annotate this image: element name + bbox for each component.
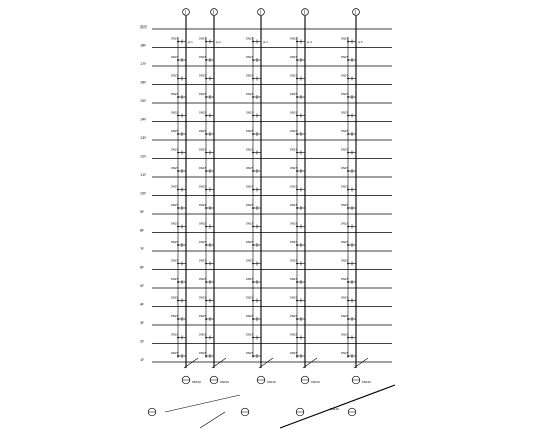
branch-tag: DN25 bbox=[341, 93, 349, 96]
branch-tag: DN25 bbox=[171, 148, 179, 152]
floor-label: 15F bbox=[140, 99, 147, 103]
valve-dot bbox=[347, 170, 349, 172]
floor-label: 2F bbox=[140, 339, 145, 344]
valve-dot bbox=[296, 189, 298, 191]
valve-dot bbox=[296, 152, 298, 154]
valve-dot bbox=[252, 207, 254, 209]
riser-bottom-label: DN100 bbox=[192, 381, 201, 384]
branch-tag: DN25 bbox=[246, 185, 254, 189]
branch-tag: DN25 bbox=[341, 296, 349, 300]
valve-dot bbox=[252, 78, 254, 80]
branch-tag: DN25 bbox=[290, 352, 298, 355]
valve-dot bbox=[347, 337, 349, 339]
valve-dot bbox=[205, 318, 207, 320]
valve-dot bbox=[177, 318, 179, 320]
valve-dot bbox=[205, 300, 207, 302]
valve-dot bbox=[347, 355, 349, 357]
valve-dot bbox=[177, 281, 179, 283]
branch-tag: DN25 bbox=[246, 241, 254, 244]
branch-tag: DN25 bbox=[171, 315, 179, 318]
valve-dot bbox=[347, 133, 349, 135]
branch-tag: DN25 bbox=[171, 111, 179, 115]
branch-tag: DN25 bbox=[199, 167, 207, 170]
branch-tag: DN25 bbox=[171, 278, 179, 281]
branch-tag: DN25 bbox=[171, 130, 179, 133]
branch-tag: DN25 bbox=[199, 93, 207, 96]
riser-tag: JL-1 bbox=[188, 41, 193, 44]
branch-tag: DN25 bbox=[199, 148, 207, 152]
floor-label: 6F bbox=[140, 265, 145, 270]
valve-dot bbox=[177, 337, 179, 339]
branch-tag: DN25 bbox=[246, 315, 254, 318]
branch-tag: DN25 bbox=[246, 74, 254, 78]
floor-label: 5F bbox=[140, 284, 145, 288]
valve-dot bbox=[252, 318, 254, 320]
branch-tag: DN25 bbox=[199, 296, 207, 300]
valve-dot bbox=[347, 300, 349, 302]
branch-tag: DN25 bbox=[290, 204, 298, 207]
riser-tag: JL-4 bbox=[307, 41, 312, 44]
riser-top-circle bbox=[258, 9, 265, 16]
branch-tag: DN25 bbox=[290, 296, 298, 300]
floor-label: 12F bbox=[140, 154, 147, 159]
valve-dot bbox=[252, 152, 254, 154]
valve-dot bbox=[177, 300, 179, 302]
valve-dot bbox=[252, 281, 254, 283]
branch-tag: DN25 bbox=[246, 167, 254, 170]
riser-tag: JL-5 bbox=[358, 41, 363, 44]
branch-tag: DN25 bbox=[290, 241, 298, 244]
branch-tag: DN25 bbox=[171, 185, 179, 189]
branch-tag: DN25 bbox=[290, 37, 298, 41]
branch-tag: DN25 bbox=[341, 56, 349, 59]
valve-dot bbox=[205, 170, 207, 172]
branch-tag: DN25 bbox=[341, 37, 349, 41]
riser-tag: JL-3 bbox=[263, 41, 268, 44]
valve-dot bbox=[296, 96, 298, 98]
valve-dot bbox=[177, 244, 179, 246]
valve-dot bbox=[252, 300, 254, 302]
risers-group bbox=[171, 16, 363, 368]
branch-tag: DN25 bbox=[246, 37, 254, 41]
valve-dot bbox=[205, 226, 207, 228]
floor-label: 8F bbox=[140, 228, 145, 233]
valve-dot bbox=[252, 170, 254, 172]
branch-tag: DN25 bbox=[246, 56, 254, 59]
branch-tag: DN25 bbox=[171, 74, 179, 78]
valve-dot bbox=[205, 281, 207, 283]
branch-tag: DN25 bbox=[171, 204, 179, 207]
valve-dot bbox=[177, 115, 179, 117]
floor-labels-group bbox=[140, 24, 147, 362]
valve-dot bbox=[205, 337, 207, 339]
branch-tag: DN25 bbox=[246, 130, 254, 133]
branch-tag: DN25 bbox=[246, 296, 254, 300]
branch-tag: DN25 bbox=[246, 259, 254, 263]
branch-tag: DN25 bbox=[290, 185, 298, 189]
floor-label: 18F bbox=[140, 43, 147, 48]
branch-tag: DN25 bbox=[341, 333, 349, 337]
valve-dot bbox=[347, 152, 349, 154]
branch-tag: DN25 bbox=[171, 93, 179, 96]
valve-dot bbox=[296, 41, 298, 43]
bottom-markers-group bbox=[148, 358, 395, 428]
branch-tag: DN25 bbox=[199, 352, 207, 355]
valve-dot bbox=[296, 115, 298, 117]
valve-dot bbox=[296, 226, 298, 228]
branch-tag: DN25 bbox=[246, 352, 254, 355]
branch-tag: DN25 bbox=[246, 204, 254, 207]
riser-top-mark: J bbox=[212, 9, 214, 15]
valve-dot bbox=[347, 244, 349, 246]
riser-top-mark: J bbox=[303, 9, 305, 15]
valve-dot bbox=[347, 41, 349, 43]
supply-branch-diagonal bbox=[200, 412, 225, 428]
branch-tag: DN25 bbox=[341, 111, 349, 115]
branch-tag: DN25 bbox=[171, 167, 179, 170]
valve-dot bbox=[177, 226, 179, 228]
riser-top-mark: J bbox=[354, 9, 356, 15]
valve-dot bbox=[296, 300, 298, 302]
branch-tag: DN25 bbox=[171, 296, 179, 300]
floor-label: 7F bbox=[140, 247, 145, 251]
branch-tag: DN25 bbox=[246, 148, 254, 152]
branch-tag: DN25 bbox=[290, 130, 298, 133]
valve-dot bbox=[347, 59, 349, 61]
valve-dot bbox=[205, 41, 207, 43]
valve-dot bbox=[205, 115, 207, 117]
valve-dot bbox=[252, 189, 254, 191]
valve-dot bbox=[205, 78, 207, 80]
valve-dot bbox=[177, 170, 179, 172]
branch-tag: DN25 bbox=[341, 130, 349, 133]
branch-tag: DN25 bbox=[199, 333, 207, 337]
valve-dot bbox=[347, 78, 349, 80]
valve-dot bbox=[296, 355, 298, 357]
riser-top-circle bbox=[302, 9, 309, 16]
valve-dot bbox=[296, 281, 298, 283]
branch-tag: DN25 bbox=[171, 56, 179, 59]
valve-dot bbox=[252, 41, 254, 43]
valve-dot bbox=[347, 207, 349, 209]
valve-dot bbox=[296, 78, 298, 80]
floor-label: 4F bbox=[140, 302, 145, 307]
riser-top-circle bbox=[211, 9, 218, 16]
branch-tag: DN25 bbox=[199, 130, 207, 133]
branch-tag: DN25 bbox=[290, 111, 298, 115]
branch-tag: DN25 bbox=[199, 241, 207, 244]
branch-tag: DN25 bbox=[341, 185, 349, 189]
riser-bottom-label: DN100 bbox=[267, 381, 276, 384]
branch-tag: DN25 bbox=[341, 148, 349, 152]
branch-tag: DN25 bbox=[199, 185, 207, 189]
valve-dot bbox=[296, 244, 298, 246]
valve-dot bbox=[252, 244, 254, 246]
branch-tag: DN25 bbox=[341, 222, 349, 226]
valve-dot bbox=[296, 207, 298, 209]
branch-tag: DN25 bbox=[199, 315, 207, 318]
valve-dot bbox=[296, 337, 298, 339]
riser-top-circle bbox=[353, 9, 360, 16]
branch-tag: DN25 bbox=[290, 148, 298, 152]
branch-tag: DN25 bbox=[290, 93, 298, 96]
valve-dot bbox=[296, 170, 298, 172]
valve-dot bbox=[252, 115, 254, 117]
branch-tag: DN25 bbox=[290, 259, 298, 263]
valve-dot bbox=[205, 189, 207, 191]
valve-dot bbox=[177, 152, 179, 154]
valve-dot bbox=[252, 337, 254, 339]
valve-dot bbox=[347, 226, 349, 228]
valve-dot bbox=[347, 263, 349, 265]
valve-dot bbox=[177, 96, 179, 98]
valve-dot bbox=[205, 355, 207, 357]
valve-dot bbox=[177, 133, 179, 135]
branch-tag: DN25 bbox=[246, 222, 254, 226]
valve-dot bbox=[252, 133, 254, 135]
floor-label: 14F bbox=[140, 117, 147, 122]
branch-tag: DN25 bbox=[171, 241, 179, 244]
floor-label: 10F bbox=[140, 191, 147, 196]
valve-dot bbox=[205, 152, 207, 154]
valve-dot bbox=[205, 263, 207, 265]
branch-tag: DN25 bbox=[171, 333, 179, 337]
branch-tag: DN25 bbox=[199, 259, 207, 263]
valve-dot bbox=[205, 133, 207, 135]
branch-tag: DN25 bbox=[341, 315, 349, 318]
branch-tag: DN25 bbox=[341, 352, 349, 355]
supply-branch-diagonal bbox=[165, 395, 240, 412]
floor-label: 16F bbox=[140, 80, 147, 85]
riser-top-circle bbox=[183, 9, 190, 16]
valve-dot bbox=[252, 226, 254, 228]
branch-tag: DN25 bbox=[199, 56, 207, 59]
branch-tag: DN25 bbox=[246, 111, 254, 115]
branch-tag: DN25 bbox=[199, 204, 207, 207]
branch-tag: DN25 bbox=[290, 222, 298, 226]
branch-tag: DN25 bbox=[246, 278, 254, 281]
valve-dot bbox=[177, 355, 179, 357]
valve-dot bbox=[347, 189, 349, 191]
branch-tag: DN25 bbox=[341, 204, 349, 207]
branch-tag: DN25 bbox=[199, 111, 207, 115]
branch-tag: DN25 bbox=[341, 278, 349, 281]
valve-dot bbox=[296, 263, 298, 265]
floor-label: 屋面 bbox=[140, 25, 147, 29]
valve-dot bbox=[347, 115, 349, 117]
floor-label: 17F bbox=[140, 62, 147, 66]
valve-dot bbox=[296, 59, 298, 61]
branch-tag: DN25 bbox=[199, 37, 207, 41]
valve-dot bbox=[296, 133, 298, 135]
branch-tag: DN25 bbox=[246, 93, 254, 96]
branch-tag: DN25 bbox=[171, 37, 179, 41]
riser-bottom-label: DN100 bbox=[220, 381, 229, 384]
riser-tag: JL-2 bbox=[216, 41, 221, 44]
main-pipe-label: DN100 bbox=[330, 408, 339, 411]
valve-dot bbox=[252, 96, 254, 98]
branch-tag: DN25 bbox=[290, 333, 298, 337]
branch-tag: DN25 bbox=[290, 315, 298, 318]
supply-main-diagonal bbox=[280, 385, 395, 428]
valve-dot bbox=[252, 263, 254, 265]
valve-dot bbox=[205, 59, 207, 61]
branch-tag: DN25 bbox=[199, 74, 207, 78]
branch-tag: DN25 bbox=[171, 222, 179, 226]
valve-dot bbox=[177, 41, 179, 43]
branch-tag: DN25 bbox=[290, 278, 298, 281]
floor-label: 13F bbox=[140, 136, 147, 140]
valve-dot bbox=[205, 96, 207, 98]
valve-dot bbox=[347, 96, 349, 98]
valve-dot bbox=[177, 189, 179, 191]
valve-dot bbox=[347, 318, 349, 320]
branch-tag: DN25 bbox=[341, 259, 349, 263]
valve-dot bbox=[177, 207, 179, 209]
valve-dot bbox=[177, 263, 179, 265]
top-markers-group bbox=[183, 9, 360, 16]
riser-top-mark: J bbox=[184, 9, 186, 15]
branch-tag: DN25 bbox=[341, 167, 349, 170]
branch-tag: DN25 bbox=[199, 278, 207, 281]
branch-tag: DN25 bbox=[199, 222, 207, 226]
valve-dot bbox=[177, 78, 179, 80]
branch-tag: DN25 bbox=[171, 259, 179, 263]
branch-tag: DN25 bbox=[290, 56, 298, 59]
floor-label: 11F bbox=[140, 173, 147, 177]
floor-label: 9F bbox=[140, 210, 145, 214]
branch-tag: DN25 bbox=[246, 333, 254, 337]
valve-dot bbox=[252, 355, 254, 357]
riser-top-mark: J bbox=[259, 9, 261, 15]
branch-tag: DN25 bbox=[290, 74, 298, 78]
floor-label: 3F bbox=[140, 321, 145, 325]
valve-dot bbox=[252, 59, 254, 61]
valve-dot bbox=[205, 244, 207, 246]
riser-bottom-label: DN100 bbox=[362, 381, 371, 384]
branch-tag: DN25 bbox=[171, 352, 179, 355]
riser-bottom-label: DN100 bbox=[311, 381, 320, 384]
valve-dot bbox=[296, 318, 298, 320]
floor-label: 1F bbox=[140, 358, 145, 362]
branch-tag: DN25 bbox=[341, 241, 349, 244]
valve-dot bbox=[177, 59, 179, 61]
valve-dot bbox=[347, 281, 349, 283]
branch-tag: DN25 bbox=[341, 74, 349, 78]
valve-dot bbox=[205, 207, 207, 209]
branch-tag: DN25 bbox=[290, 167, 298, 170]
